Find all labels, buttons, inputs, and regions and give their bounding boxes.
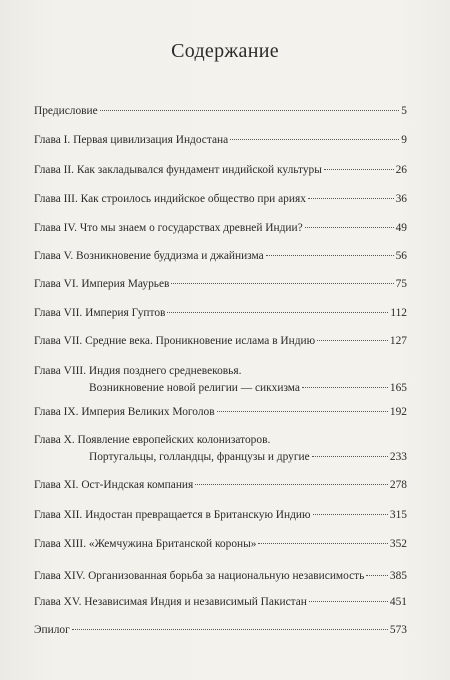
toc-entry-page: 233: [389, 451, 407, 463]
toc-entry-title: Глава XI. Ост-Индская компания: [34, 479, 194, 491]
toc-entry-page: 573: [389, 624, 407, 636]
toc-entry[interactable]: [34, 477, 407, 494]
leader-dots: [302, 386, 388, 388]
toc-entry-title: Глава V. Возникновение буддизма и джайнизма: [34, 250, 264, 262]
leader-dots: [308, 197, 394, 199]
toc-entry-page: 26: [395, 164, 407, 176]
leader-dots: [217, 410, 388, 412]
toc-entry-page: 278: [389, 479, 407, 491]
toc-entry-page: 165: [389, 382, 407, 394]
leader-dots: [266, 254, 394, 256]
toc-entry-title: Глава XIV. Организованная борьба за национальную независимость: [34, 570, 365, 582]
toc-entry-page: 127: [389, 335, 407, 347]
toc-entry-page: 56: [395, 250, 407, 262]
leader-dots: [312, 455, 388, 457]
toc-entry-page: 112: [390, 307, 407, 319]
toc-entry[interactable]: [34, 103, 407, 120]
toc-entry-page: 5: [401, 105, 407, 117]
toc-entry[interactable]: [34, 404, 407, 421]
toc-entry[interactable]: [34, 162, 407, 179]
toc-entry[interactable]: [34, 305, 407, 322]
toc-entry-title: Глава VIII. Индия позднего средневековья.: [34, 365, 242, 377]
leader-dots: [230, 138, 399, 140]
toc-entry-page: 451: [389, 596, 407, 608]
toc-entry-title: Глава II. Как закладывался фундамент индийской культуры: [34, 164, 322, 176]
toc-entry-page: 75: [395, 278, 407, 290]
toc-entry[interactable]: [34, 507, 407, 524]
toc-entry[interactable]: [34, 248, 407, 265]
toc-entry[interactable]: [34, 220, 407, 237]
leader-dots: [313, 513, 388, 515]
toc-entry-title: Глава VII. Империя Гуптов: [34, 307, 166, 319]
toc-entry-title: Глава IX. Империя Великих Моголов: [34, 406, 215, 418]
toc-entry[interactable]: [34, 276, 407, 293]
toc-entry[interactable]: [34, 594, 407, 611]
toc-entry[interactable]: [34, 432, 407, 466]
toc-entry-page: 192: [389, 406, 407, 418]
toc-entry-title: Глава XII. Индостан превращается в Британскую Индию: [34, 509, 311, 521]
leader-dots: [258, 542, 387, 544]
leader-dots: [195, 483, 388, 485]
toc-entry[interactable]: [34, 191, 407, 208]
toc-entry[interactable]: [34, 568, 407, 585]
leader-dots: [167, 311, 388, 313]
toc-entry[interactable]: [34, 132, 407, 149]
leader-dots: [317, 339, 388, 341]
toc-entry-page: 385: [389, 570, 407, 582]
toc-entry[interactable]: [34, 333, 407, 350]
leader-dots: [72, 628, 388, 630]
toc-entry-title-continued: Возникновение новой религии — сикхизма: [89, 382, 300, 394]
toc-entry-page: 49: [395, 222, 407, 234]
toc-entry-title: Глава VI. Империя Маурьев: [34, 278, 170, 290]
toc-entry-title: Глава XV. Независимая Индия и независимый Пакистан: [34, 596, 307, 608]
toc-entry-title-continued: Португальцы, голландцы, французы и другие: [89, 451, 310, 463]
toc-entry-title: Глава IV. Что мы знаем о государствах древней Индии?: [34, 222, 303, 234]
page-title: Содержание: [171, 40, 279, 62]
leader-dots: [366, 574, 388, 576]
toc-entry-title: Глава X. Появление европейских колонизаторов.: [34, 434, 271, 446]
toc-entry-title: Глава III. Как строилось индийское общество при ариях: [34, 193, 306, 205]
toc-entry-title: Предисловие: [34, 105, 98, 117]
toc-entry-page: 36: [395, 193, 407, 205]
toc-entry-title: Глава VII. Средние века. Проникновение ислама в Индию: [34, 335, 316, 347]
leader-dots: [100, 109, 400, 111]
toc-entry[interactable]: [34, 363, 407, 397]
toc-entry-title: Эпилог: [34, 624, 70, 636]
toc-entry[interactable]: [34, 622, 407, 639]
leader-dots: [324, 168, 394, 170]
toc-entry-page: 352: [389, 538, 407, 550]
toc-entry-title: Глава XIII. «Жемчужина Британской короны»: [34, 538, 257, 550]
leader-dots: [171, 282, 393, 284]
leader-dots: [309, 600, 388, 602]
toc-entry-page: 315: [389, 509, 407, 521]
leader-dots: [305, 226, 394, 228]
toc-entry-page: 9: [401, 134, 407, 146]
toc-entry[interactable]: [34, 536, 407, 553]
toc-entry-title: Глава I. Первая цивилизация Индостана: [34, 134, 229, 146]
